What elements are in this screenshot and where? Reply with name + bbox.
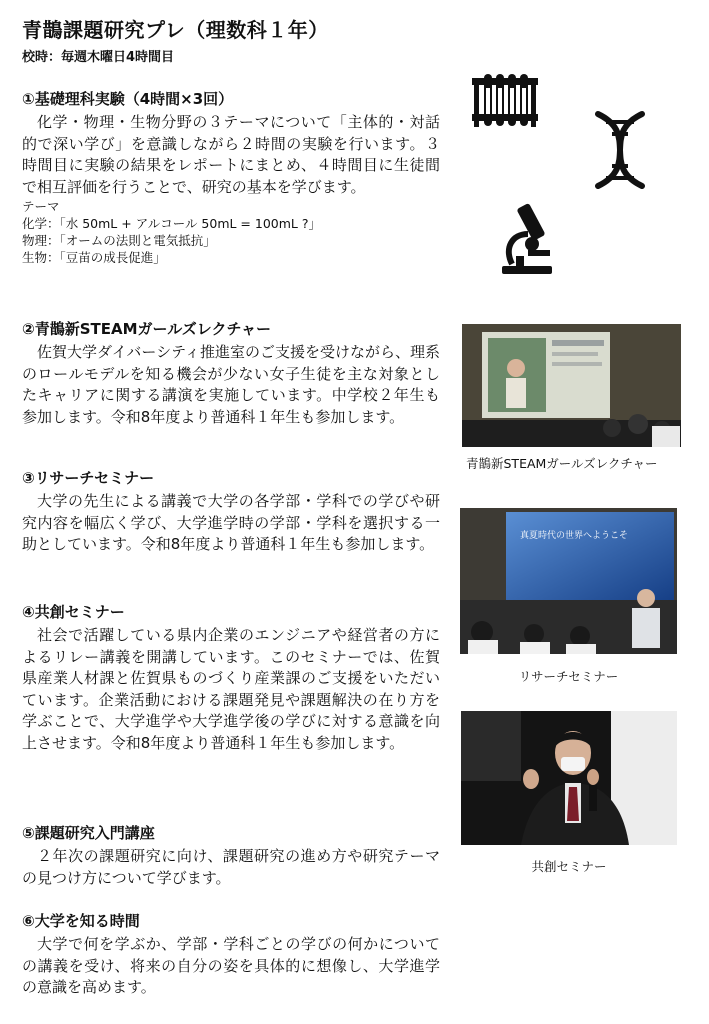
section-heading: ⑥大学を知る時間 — [22, 912, 140, 930]
test-tubes-icon — [470, 74, 540, 136]
steam-lecture-photo — [462, 324, 681, 447]
section-heading: ③リサーチセミナー — [22, 469, 155, 487]
theme-physics: 物理：「オームの法則と電気抵抗」 — [22, 233, 216, 248]
section-body: 大学で何を学ぶか、学部・学科ごとの学びの何かについての講義を受け、将来の自分の姿を具体的に想像し、大学進学の意識を高めます。 — [22, 935, 440, 996]
slide-text: 真夏時代の世界へようこそ — [520, 531, 629, 541]
section-know-university — [22, 910, 440, 999]
section-body: 大学の先生による講義で大学の各学部・学科での学びや研究内容を幅広く学び、大学進学時の学部・学科を選択する一助としています。令和8年度より普通科１年生も参加します。 — [22, 492, 440, 553]
section-heading: ⑤課題研究入門講座 — [22, 824, 155, 842]
steam-lecture-caption: 青鵲新STEAMガールズレクチャー — [466, 456, 658, 471]
microscope-icon — [498, 198, 558, 282]
section-heading: ④共創セミナー — [22, 603, 125, 621]
section-heading: ①基礎理科実験（4時間×3回） — [22, 90, 234, 108]
dna-icon — [590, 110, 650, 194]
cocreation-seminar-photo — [461, 711, 677, 845]
section-cocreation-seminar — [22, 601, 440, 754]
section-body: 佐賀大学ダイバーシティ推進室のご支援を受けながら、理系のロールモデルを知る機会が少ない女子生徒を主な対象としたキャリアに関する講演を実施しています。中学校２年生も参加します。令和8年度より普通科１年生も参加します。 — [22, 343, 440, 426]
section-heading: ②青鵲新STEAMガールズレクチャー — [22, 320, 272, 338]
schedule-line: 校時：毎週木曜日4時間目 — [22, 50, 175, 65]
page-title: 青鵲課題研究プレ（理数科１年） — [22, 18, 329, 42]
section-research-seminar — [22, 467, 440, 556]
theme-biology: 生物：「豆苗の成長促進」 — [22, 250, 166, 265]
theme-chemistry: 化学：「水 50mL + アルコール 50mL = 100mL ?」 — [22, 216, 321, 231]
section-body: 化学・物理・生物分野の３テーマについて「主体的・対話的で深い学び」を意識しながら２時間の実験を行います。３時間目に実験の結果をレポートにまとめ、４時間目に生徒間で相互評価を行うことで、研究の基本を学びます。 — [22, 113, 440, 196]
themes-label: テーマ — [22, 199, 60, 214]
section-body: 社会で活躍している県内企業のエンジニアや経営者の方によるリレー講義を開講しています。このセミナーでは、佐賀県産業人材課と佐賀県ものづくり産業課のご支援をいただいています。企業活動における課題発見や課題解決の在り方を学ぶことで、大学進学や大学進学後の学びに対する意識を向上させます。令和8年度より普通科１年生も参加します。 — [22, 626, 440, 752]
section-body: ２年次の課題研究に向け、課題研究の進め方や研究テーマの見つけ方について学びます。 — [22, 847, 440, 887]
cocreation-seminar-caption: 共創セミナー — [531, 859, 607, 874]
section-intro-course — [22, 822, 440, 889]
research-seminar-caption: リサーチセミナー — [518, 669, 619, 684]
section-steam-girls — [22, 318, 440, 428]
section-basic-science — [22, 88, 440, 266]
research-seminar-photo — [460, 508, 677, 654]
